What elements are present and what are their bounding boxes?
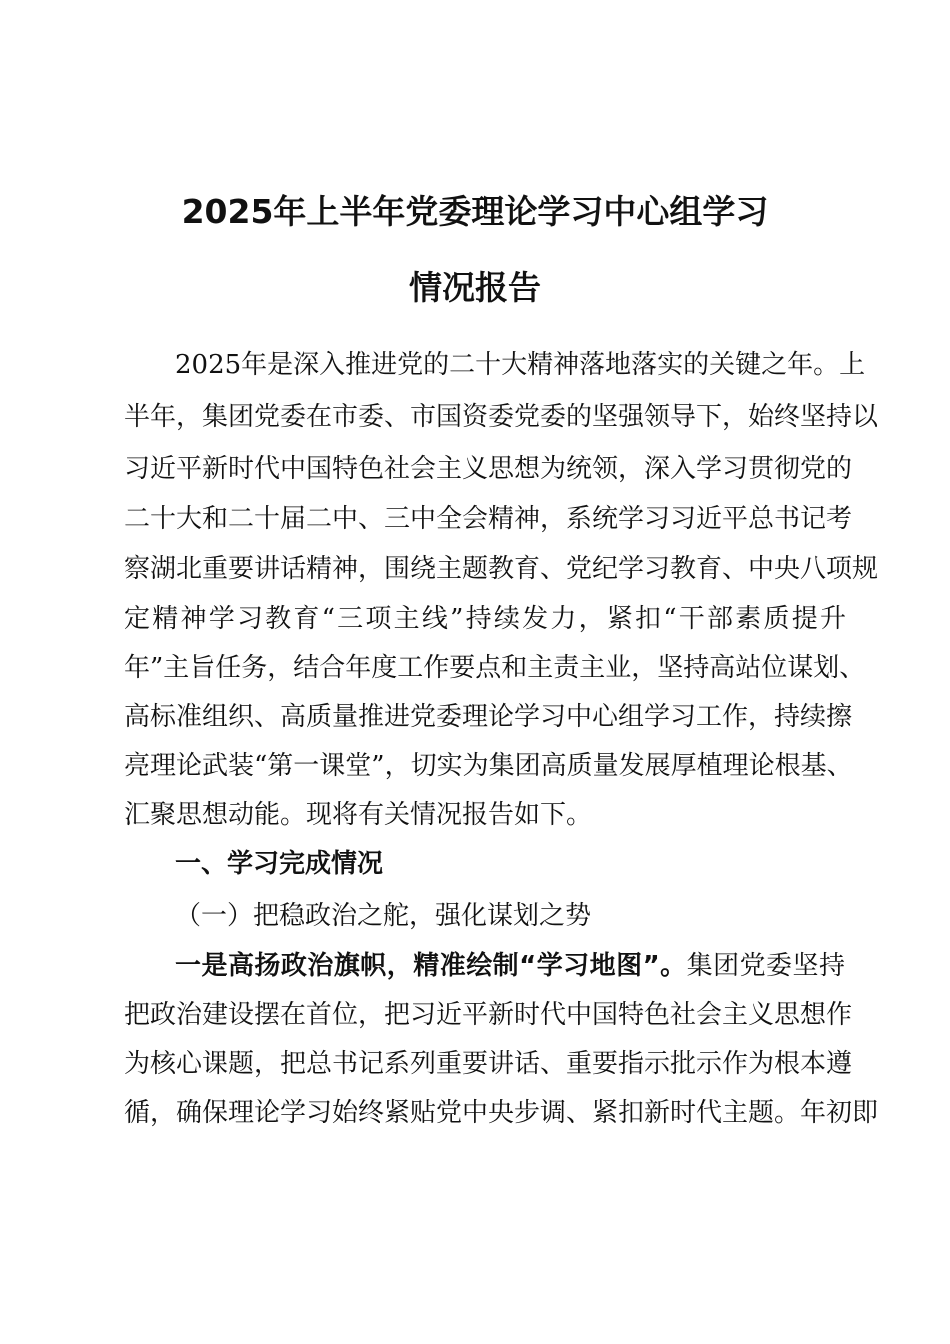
intro-paragraph-line: 高标准组织、高质量推进党委理论学习中心组学习工作，持续擦 [124,702,853,732]
subsection-heading: （一）把稳政治之舵，强化谋划之势 [175,901,592,931]
intro-paragraph-line: 察湖北重要讲话精神，围绕主题教育、党纪学习教育、中央八项规 [124,554,879,584]
point-paragraph-line: 为核心课题，把总书记系列重要讲话、重要指示批示作为根本遵 [124,1049,853,1079]
point-paragraph-line: 循，确保理论学习始终紧贴党中央步调、紧扣新时代主题。年初即 [124,1098,879,1128]
intro-paragraph-line: 2025年是深入推进党的二十大精神落地落实的关键之年。上 [175,350,866,380]
section-heading: 一、学习完成情况 [175,849,384,879]
point-paragraph-line: 把政治建设摆在首位，把习近平新时代中国特色社会主义思想作 [124,1000,853,1030]
intro-paragraph-line: 年”主旨任务，结合年度工作要点和主责主业，坚持高站位谋划、 [124,653,866,683]
point-lead-rest: 集团党委坚持 [686,951,845,981]
intro-paragraph-line: 二十大和二十届二中、三中全会精神，系统学习习近平总书记考 [124,504,853,534]
document-title-line-2: 情况报告 [409,268,541,307]
point-paragraph-line [175,950,845,982]
point-lead-bold: 一是高扬政治旗帜，精准绘制“学习地图”。 [175,951,687,981]
document-title-line-1: 2025年上半年党委理论学习中心组学习 [181,192,769,231]
intro-paragraph-line: 习近平新时代中国特色社会主义思想为统领，深入学习贯彻党的 [124,454,853,484]
intro-paragraph-line: 亮理论武装“第一课堂”，切实为集团高质量发展厚植理论根基、 [124,751,853,781]
intro-paragraph-line: 定精神学习教育“三项主线”持续发力，紧扣“干部素质提升 [124,604,846,634]
intro-paragraph-line: 半年，集团党委在市委、市国资委党委的坚强领导下，始终坚持以 [124,402,879,432]
intro-paragraph-line: 汇聚思想动能。现将有关情况报告如下。 [124,800,593,830]
